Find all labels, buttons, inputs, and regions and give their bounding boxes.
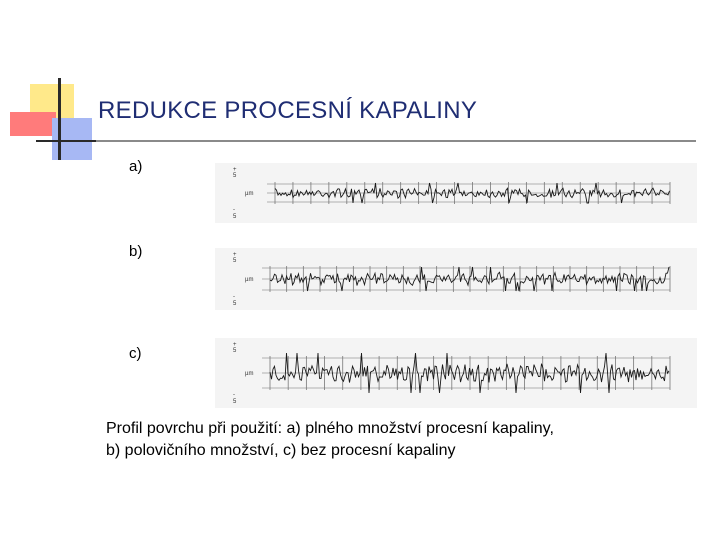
axis-mark: 5 bbox=[233, 348, 237, 354]
axis-mark: 5 bbox=[233, 214, 237, 220]
surface-profile-c bbox=[215, 338, 697, 408]
axis-mark: + bbox=[233, 167, 237, 173]
title-underline bbox=[36, 140, 696, 142]
axis-mark: + bbox=[233, 252, 237, 258]
decor-vertical-line bbox=[58, 78, 61, 160]
figure-caption bbox=[106, 418, 706, 462]
axis-mark: 5 bbox=[233, 173, 237, 179]
axis-mark: 5 bbox=[233, 301, 237, 307]
label-b: b) bbox=[129, 243, 143, 260]
axis-mark: + bbox=[233, 342, 237, 348]
axis-mark: µm bbox=[245, 277, 254, 283]
axis-mark: - bbox=[233, 294, 235, 300]
title-underline-accent bbox=[36, 140, 96, 142]
surface-profile-a bbox=[215, 163, 697, 223]
axis-mark: 5 bbox=[233, 258, 237, 264]
axis-mark: - bbox=[233, 392, 235, 398]
axis-mark: µm bbox=[245, 191, 254, 197]
caption-line-2: b) polovičního množství, c) bez procesní kapaliny bbox=[106, 442, 456, 459]
axis-mark: µm bbox=[245, 371, 254, 377]
label-c: c) bbox=[129, 345, 142, 362]
axis-mark: 5 bbox=[233, 399, 237, 405]
caption-line-1: Profil povrchu při použití: a) plného množství procesní kapaliny, bbox=[106, 420, 554, 437]
surface-profile-b bbox=[215, 248, 697, 310]
decor-red-square bbox=[10, 112, 56, 136]
slide-title: REDUKCE PROCESNÍ KAPALINY bbox=[98, 97, 478, 124]
axis-mark: - bbox=[233, 207, 235, 213]
label-a: a) bbox=[129, 158, 143, 175]
